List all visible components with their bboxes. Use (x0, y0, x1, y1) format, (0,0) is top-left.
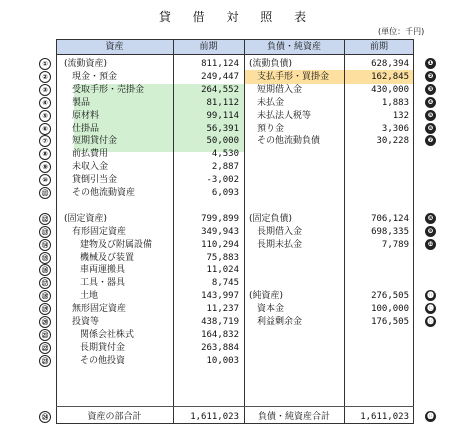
asset-value: 8,745 (211, 278, 239, 289)
asset-label: 現金・預金 (72, 71, 118, 82)
asset-label: 無形固定資産 (72, 304, 127, 315)
liability-total-value: 1,611,023 (360, 412, 409, 422)
row-number-badge: ⓫ (425, 290, 436, 301)
asset-value: 438,719 (201, 317, 239, 327)
asset-label: 機械及び装置 (80, 252, 135, 263)
asset-label: その他流動資産 (72, 188, 136, 198)
total-separator (56, 406, 414, 407)
asset-value: 6,093 (211, 188, 239, 198)
liability-label: 長期未払金 (257, 239, 303, 250)
asset-value: 264,552 (201, 84, 239, 95)
row-number-badge: ⑭ (39, 239, 51, 251)
row-number-badge: ⑧ (39, 148, 51, 160)
liability-label: 未払金 (257, 97, 285, 108)
liability-value: 1,883 (381, 97, 409, 108)
row-number-badge: ⑯ (39, 264, 51, 276)
asset-label: 貸倒引当金 (72, 175, 118, 186)
liability-label: 資本金 (257, 304, 285, 315)
row-number-badge: ⑮ (39, 252, 51, 264)
row-number-badge: ① (39, 58, 51, 70)
row-number-badge: ❷ (425, 71, 436, 82)
asset-value: 164,832 (201, 329, 239, 340)
liability-value: 706,124 (371, 213, 409, 224)
asset-label: (流動資産) (64, 59, 108, 69)
asset-value: 56,391 (206, 123, 239, 134)
row-number-badge: ② (39, 71, 51, 83)
row-number-badge: ❹ (425, 97, 436, 108)
asset-label: 未収入金 (72, 162, 109, 173)
asset-value: 263,884 (201, 342, 239, 353)
asset-value: 81,112 (206, 97, 239, 108)
row-number-badge: ㉓ (39, 355, 51, 367)
row-number-badge: ❺ (425, 110, 436, 121)
asset-label: 原材料 (72, 110, 100, 121)
header-assets: 資産 (56, 39, 173, 55)
asset-value: -3,002 (206, 175, 239, 186)
row-number-badge: ⑩ (39, 174, 51, 186)
asset-value: 143,997 (201, 291, 239, 302)
asset-label: 製品 (72, 97, 91, 108)
asset-value: 11,024 (206, 265, 239, 276)
liability-label: その他流動負債 (257, 136, 321, 147)
asset-label: 車両運搬具 (80, 265, 126, 276)
asset-value: 50,000 (206, 136, 239, 147)
liability-value: 7,789 (381, 239, 409, 250)
header-liabilities: 負債・純資産 (244, 39, 344, 55)
row-number-badge: ⑪ (39, 187, 51, 199)
asset-label: 建物及び附属設備 (80, 239, 153, 250)
unit-note: (単位：千円) (378, 27, 425, 36)
asset-value: 110,294 (201, 239, 239, 250)
asset-value: 349,943 (201, 226, 239, 237)
liability-label: 短期借入金 (257, 84, 303, 95)
liability-label: (純資産) (249, 291, 284, 302)
asset-total-label: 資産の部合計 (87, 412, 142, 422)
asset-label: 仕掛品 (72, 123, 100, 134)
row-number-badge: ⓭ (425, 316, 436, 327)
liability-label: 利益剰余金 (257, 317, 303, 327)
liability-value: 3,306 (381, 123, 409, 134)
asset-label: 有形固定資産 (72, 226, 127, 237)
liability-label: 未払法人税等 (257, 110, 312, 121)
row-number-badge: ⑬ (39, 226, 51, 238)
asset-label: 長期貸付金 (80, 342, 126, 353)
asset-value: 10,003 (206, 355, 239, 366)
row-number-badge: ❾ (425, 226, 436, 237)
liability-value: 628,394 (371, 59, 409, 69)
asset-label: 短期貸付金 (72, 136, 118, 147)
liability-value: 100,000 (371, 304, 409, 315)
row-number-badge: ㉑ (39, 329, 51, 341)
asset-value: 2,887 (211, 162, 239, 173)
row-number-badge: ⑤ (39, 110, 51, 122)
total-number-badge: ㉔ (39, 411, 51, 423)
asset-label: 投資等 (72, 317, 100, 327)
row-number-badge: ⑲ (39, 303, 51, 315)
liability-value: 176,505 (371, 317, 409, 327)
row-number-badge: ⑦ (39, 135, 51, 147)
row-number-badge: ⑥ (39, 123, 51, 135)
liability-value: 162,845 (371, 71, 409, 82)
asset-value: 75,883 (206, 252, 239, 263)
row-number-badge: ❻ (425, 123, 436, 134)
asset-label: (固定資産) (64, 213, 108, 224)
row-number-badge: ⓬ (425, 303, 436, 314)
liability-label: 預り金 (257, 123, 285, 134)
asset-label: 関係会社株式 (80, 329, 135, 340)
asset-total-value: 1,611,023 (190, 412, 239, 422)
row-number-badge: ④ (39, 97, 51, 109)
liability-value: 30,228 (376, 136, 409, 147)
column-divider (173, 39, 174, 424)
row-number-badge: ❽ (425, 213, 436, 224)
liability-value: 132 (392, 110, 409, 121)
asset-value: 99,114 (206, 110, 239, 121)
asset-label: 土地 (80, 291, 99, 302)
asset-value: 811,124 (201, 59, 239, 69)
row-number-badge: ㉒ (39, 342, 51, 354)
header-assets-prior: 前期 (173, 39, 244, 55)
row-number-badge: ⑳ (39, 316, 51, 328)
liability-value: 276,505 (371, 291, 409, 302)
asset-value: 4,530 (211, 149, 239, 160)
liability-label: (固定負債) (249, 213, 293, 224)
asset-value: 799,899 (201, 213, 239, 224)
liability-value: 698,335 (371, 226, 409, 237)
row-number-badge: ⑫ (39, 213, 51, 225)
row-number-badge: ❸ (425, 84, 436, 95)
liability-label: 支払手形・買掛金 (257, 71, 330, 82)
asset-value: 249,447 (201, 71, 239, 82)
header-liabilities-prior: 前期 (344, 39, 414, 55)
row-number-badge: ③ (39, 84, 51, 96)
asset-label: 受取手形・売掛金 (72, 84, 145, 95)
liability-label: (流動負債) (249, 59, 293, 69)
row-number-badge: ⑱ (39, 290, 51, 302)
asset-label: 前払費用 (72, 149, 109, 160)
liability-total-label: 負債・純資産合計 (257, 412, 330, 422)
row-number-badge: ❿ (425, 239, 436, 250)
document-title: 貸 借 対 照 表 (158, 10, 316, 24)
column-divider (344, 39, 345, 424)
row-number-badge: ⑨ (39, 161, 51, 173)
asset-label: その他投資 (80, 355, 126, 366)
column-divider (244, 39, 245, 424)
liability-value: 430,000 (371, 84, 409, 95)
asset-value: 11,237 (206, 304, 239, 315)
row-number-badge: ❼ (425, 135, 436, 146)
row-number-badge: ⑰ (39, 277, 51, 289)
total-number-badge: ⓮ (425, 411, 436, 422)
asset-label: 工具・器具 (80, 278, 126, 289)
row-number-badge: ❶ (425, 58, 436, 69)
liability-label: 長期借入金 (257, 226, 303, 237)
